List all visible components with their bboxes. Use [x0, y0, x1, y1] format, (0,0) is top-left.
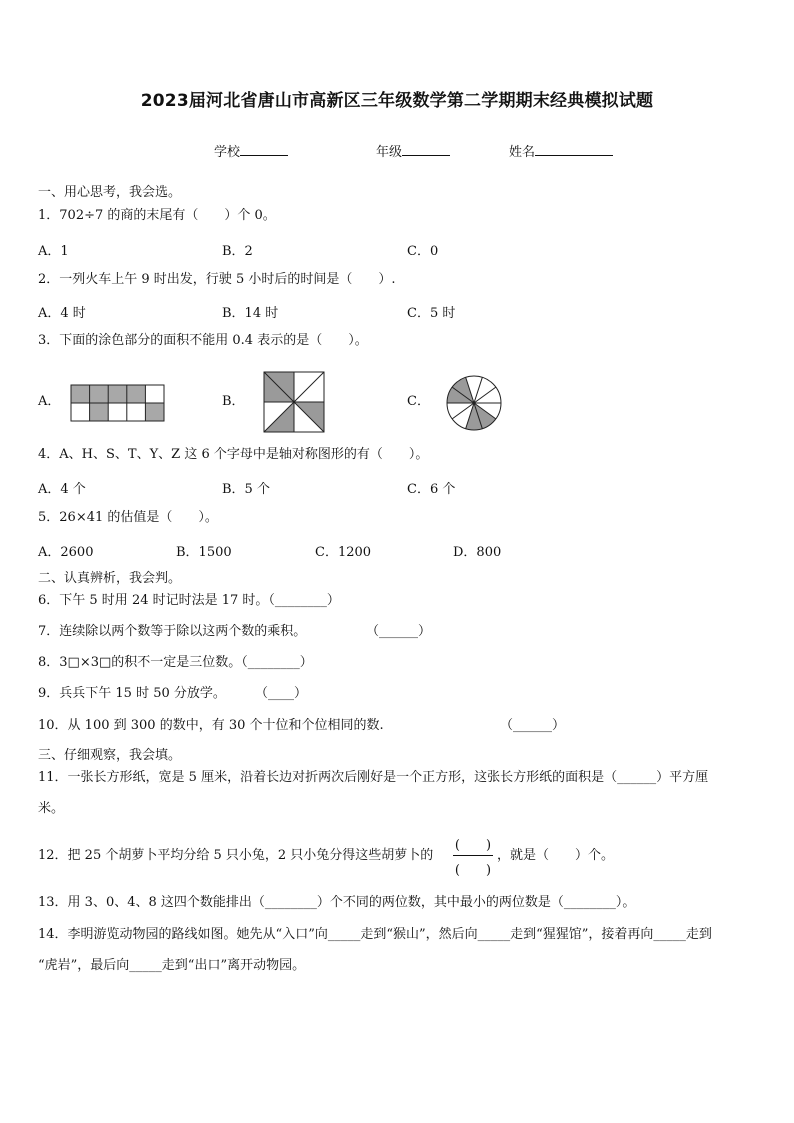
question-1: 1．702÷7 的商的末尾有（ ）个 0。: [38, 208, 276, 223]
question-11: 11．一张长方形纸，宽是 5 厘米，沿着长边对折两次后刚好是一个正方形，这张长方形纸的面积是（______）平方厘: [38, 770, 709, 785]
school-label: 学校: [214, 145, 241, 160]
q1-option-a: A．1: [38, 244, 69, 259]
q2-option-b: B．14 时: [222, 306, 279, 321]
grid-cell-shaded: [90, 403, 109, 421]
page-title: 2023届河北省唐山市高新区三年级数学第二学期期末经典模拟试题: [140, 91, 654, 111]
question-9: 9．兵兵下午 15 时 50 分放学。: [38, 686, 226, 701]
section-2-heading: 二、认真辨析，我会判。: [38, 571, 182, 586]
fraction-bar: [453, 855, 493, 856]
question-2: 2．一列火车上午 9 时出发，行驶 5 小时后的时间是（ ）.: [38, 272, 396, 287]
fraction-numerator-blank: ( ): [454, 838, 492, 853]
pinwheel-square-figure: [264, 372, 324, 432]
q3-option-b: B．: [222, 394, 245, 409]
q12-fraction: [451, 832, 495, 876]
question-13: 13．用 3、0、4、8 这四个数能排出（________）个不同的两位数，其中最小的两位数是（________）。: [38, 895, 636, 910]
q4-option-c: C．6 个: [407, 482, 456, 497]
question-11-cont: 米。: [38, 801, 65, 816]
grid-cell-shaded: [145, 403, 164, 421]
q5-option-a: A．2600: [38, 545, 94, 560]
grid-cell-shaded: [108, 385, 127, 403]
question-5: 5．26×41 的估值是（ ）。: [38, 510, 218, 525]
grade-blank: [402, 142, 450, 156]
q10-answer-blank: （______）: [500, 718, 566, 733]
q1-option-b: B．2: [222, 244, 253, 259]
q3-option-a: A．: [38, 394, 61, 409]
q1-option-c: C．0: [407, 244, 439, 259]
q4-option-a: A．4 个: [38, 482, 86, 497]
question-12-cont: ，就是（ ）个。: [497, 848, 615, 863]
section-3-heading: 三、仔细观察，我会填。: [38, 748, 182, 763]
q4-option-b: B．5 个: [222, 482, 270, 497]
fraction-denominator-blank: ( ): [454, 863, 492, 878]
question-12: 12．把 25 个胡萝卜平均分给 5 只小兔，2 只小兔分得这些胡萝卜的: [38, 848, 434, 863]
section-1-heading: 一、用心思考，我会选。: [38, 185, 182, 200]
q2-option-c: C．5 时: [407, 306, 456, 321]
q5-option-c: C．1200: [315, 545, 372, 560]
name-blank: [535, 142, 613, 156]
question-4: 4．A、H、S、T、Y、Z 这 6 个字母中是轴对称图形的有（ ）。: [38, 447, 429, 462]
question-14-cont: “虎岩”，最后向_____走到“出口”离开动物园。: [38, 958, 306, 973]
shaded-grid-figure: [71, 385, 165, 421]
sector-circle-figure: [446, 375, 502, 431]
q3-option-c: C．: [407, 394, 430, 409]
grid-cell-shaded: [71, 385, 90, 403]
school-field: [214, 141, 288, 160]
question-6: 6．下午 5 时用 24 时记时法是 17 时。（________）: [38, 593, 340, 608]
q5-option-d: D．800: [453, 545, 502, 560]
question-7: 7．连续除以两个数等于除以这两个数的乘积。: [38, 624, 307, 639]
name-field: [509, 141, 613, 160]
grid-cell-shaded: [127, 385, 146, 403]
question-8: 8．3□×3□的积不一定是三位数。（________）: [38, 655, 313, 670]
q9-answer-blank: （____）: [255, 686, 308, 701]
q2-option-a: A．4 时: [38, 306, 86, 321]
name-label: 姓名: [509, 145, 536, 160]
grid-cell-shaded: [90, 385, 109, 403]
school-blank: [240, 142, 288, 156]
grade-field: [376, 141, 450, 160]
q5-option-b: B．1500: [176, 545, 232, 560]
question-14: 14．李明游览动物园的路线如图。她先从“入口”向_____走到“猴山”，然后向_____走到“猩猩馆”，接着再向_____走到: [38, 927, 712, 942]
question-10: 10．从 100 到 300 的数中，有 30 个十位和个位相同的数.: [38, 718, 384, 733]
question-3: 3．下面的涂色部分的面积不能用 0.4 表示的是（ ）。: [38, 333, 368, 348]
q7-answer-blank: （______）: [366, 624, 432, 639]
grade-label: 年级: [376, 145, 403, 160]
